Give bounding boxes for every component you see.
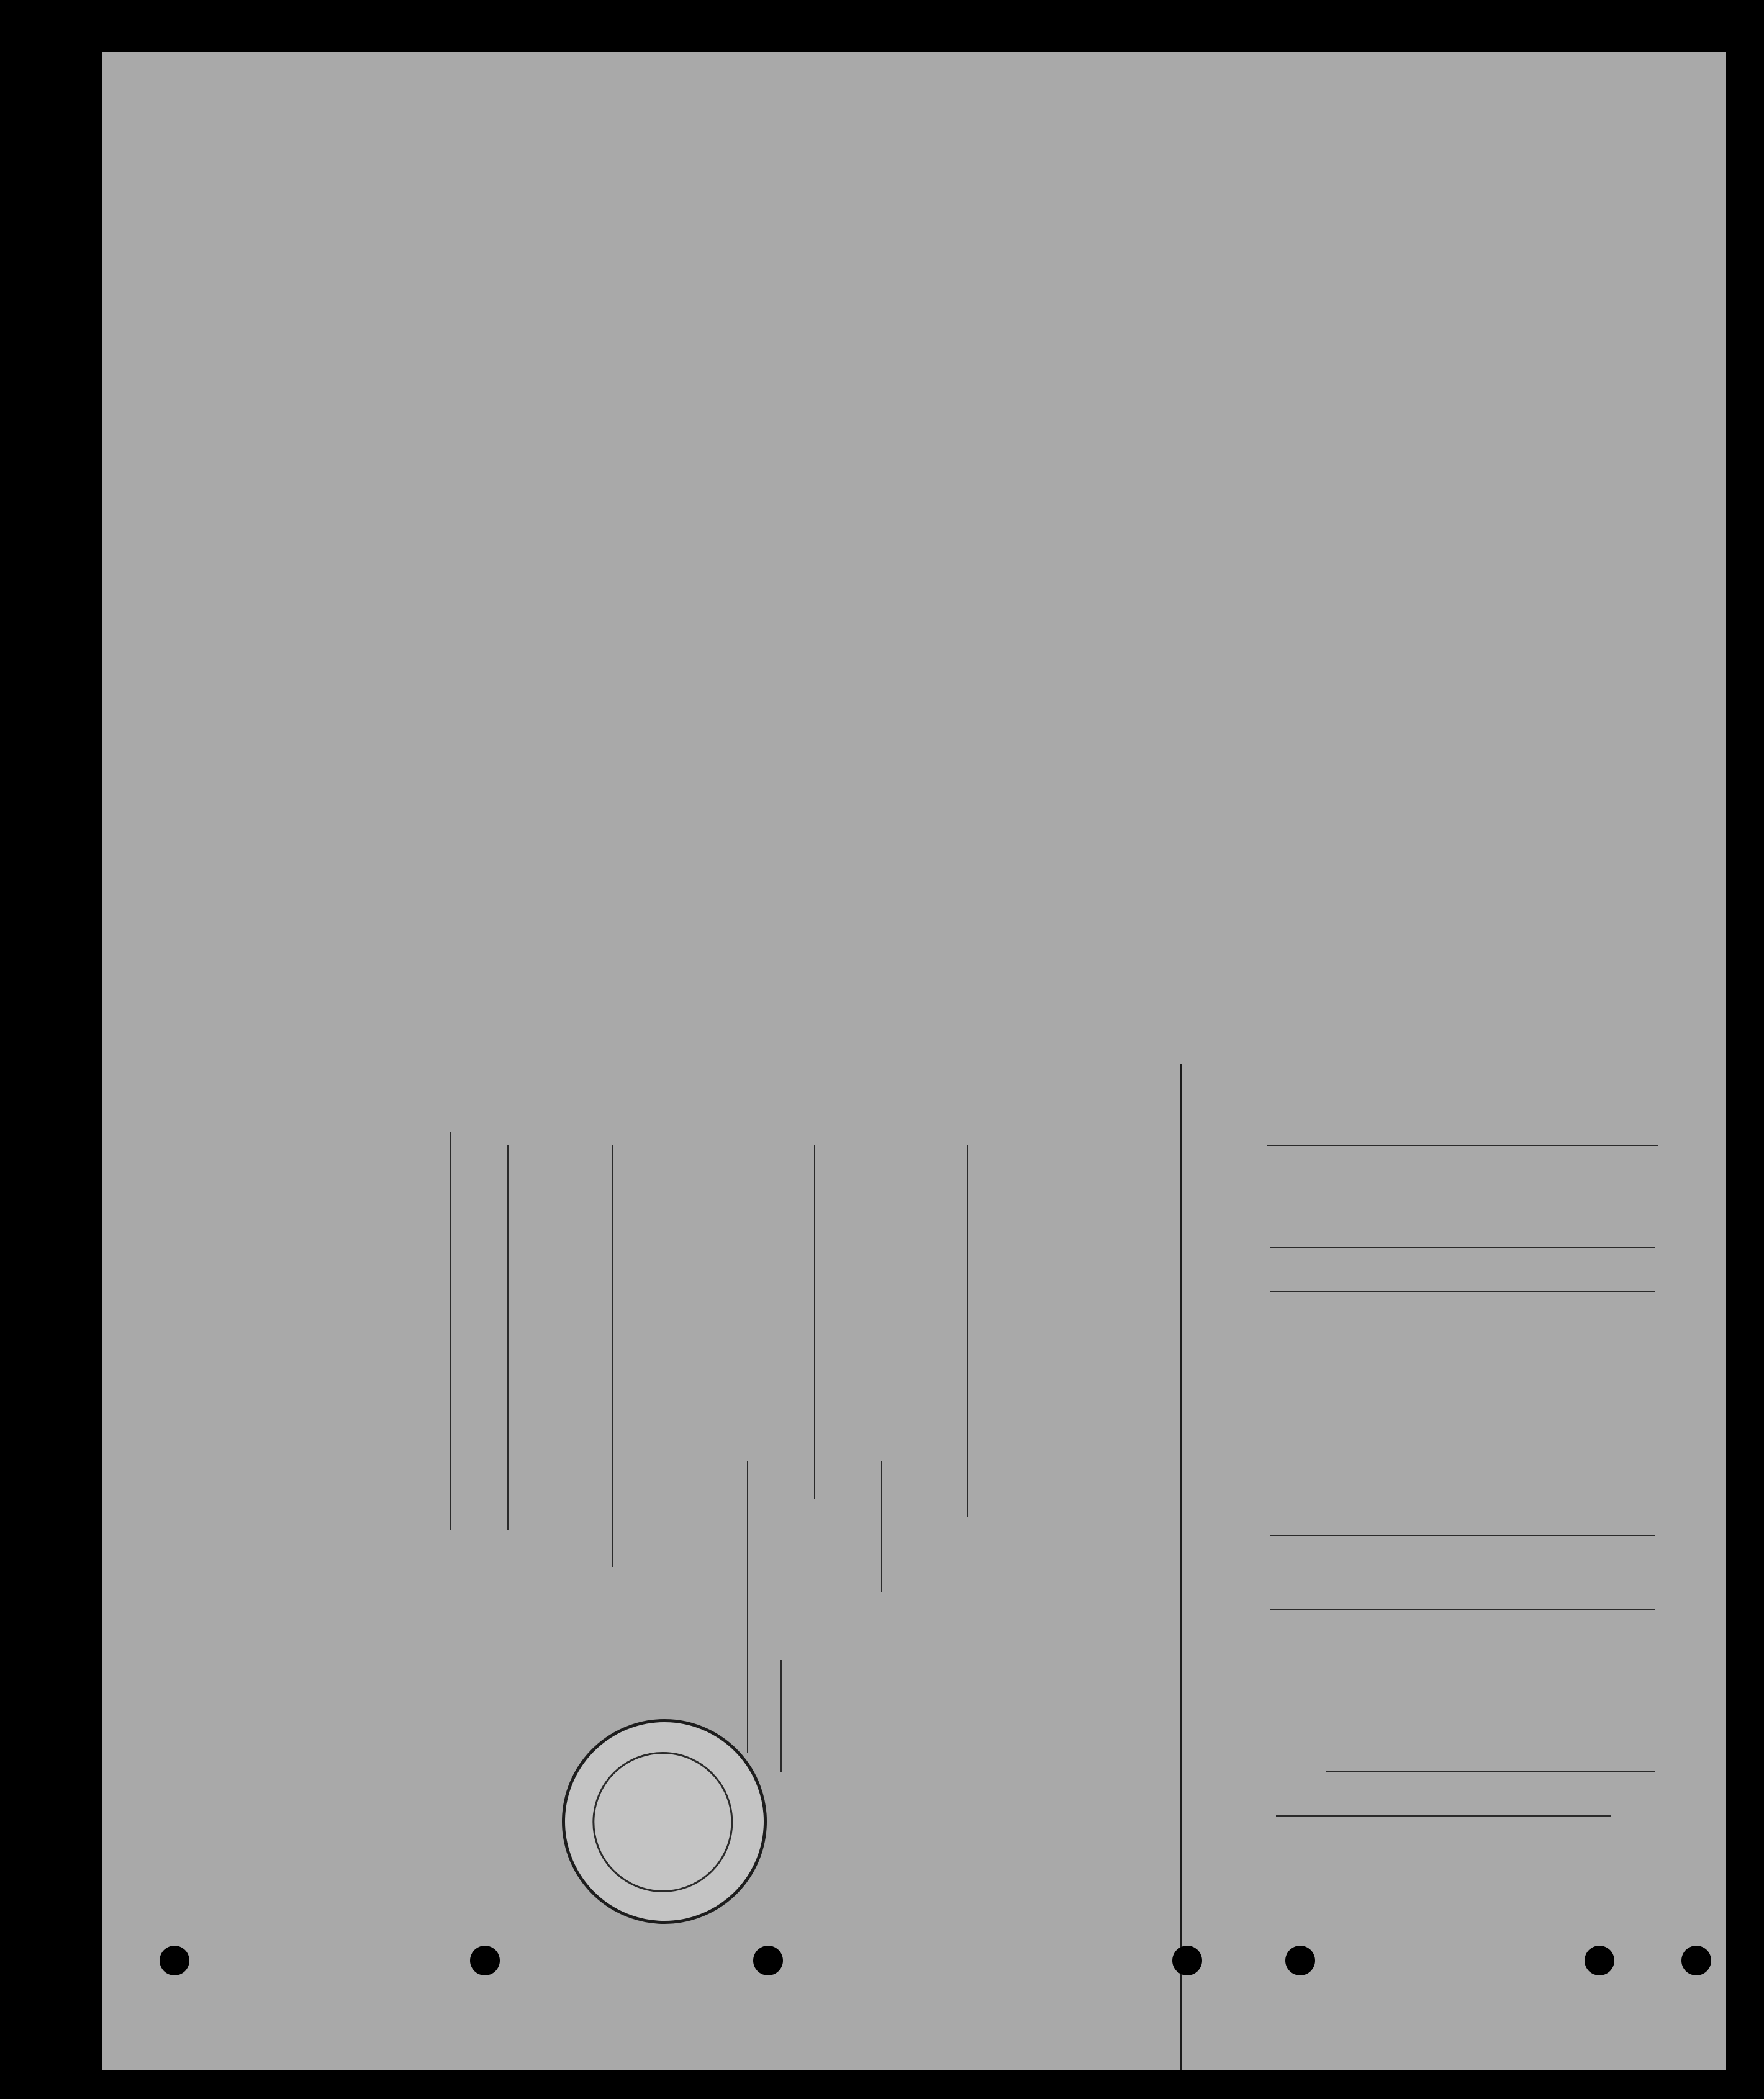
binder-hole (160, 1946, 189, 1975)
cover-certified-line (1270, 1291, 1655, 1292)
cover-company-underline (1267, 1145, 1658, 1146)
cover-port-line (1326, 1771, 1655, 1772)
crew-list-sheet (102, 52, 1726, 2070)
cover-master-line (1270, 1609, 1655, 1610)
binder-hole (470, 1946, 500, 1975)
stamp-inner-ring (569, 1729, 756, 1915)
fold-divider (1180, 1064, 1182, 2070)
binder-hole (1172, 1946, 1202, 1975)
binder-hole (1285, 1946, 1315, 1975)
master-signature-line (450, 1132, 451, 1530)
port-of-line (507, 1145, 509, 1530)
deputy-line-2 (967, 1145, 968, 1517)
certificate-steamship-line (747, 1461, 748, 1753)
binder-hole (753, 1946, 783, 1975)
certificate-whereof-line (780, 1660, 782, 1772)
binder-hole (1681, 1946, 1711, 1975)
certificate-lord-line (881, 1461, 882, 1592)
received-stamp (528, 1686, 801, 1958)
binder-hole (1585, 1946, 1614, 1975)
cover-agency-line (1270, 1247, 1655, 1248)
cover-date-line (1276, 1815, 1611, 1817)
cover-vessel-line (1270, 1535, 1655, 1536)
certificate-custom-house-line (814, 1145, 815, 1499)
deputy-line-1 (612, 1145, 613, 1567)
